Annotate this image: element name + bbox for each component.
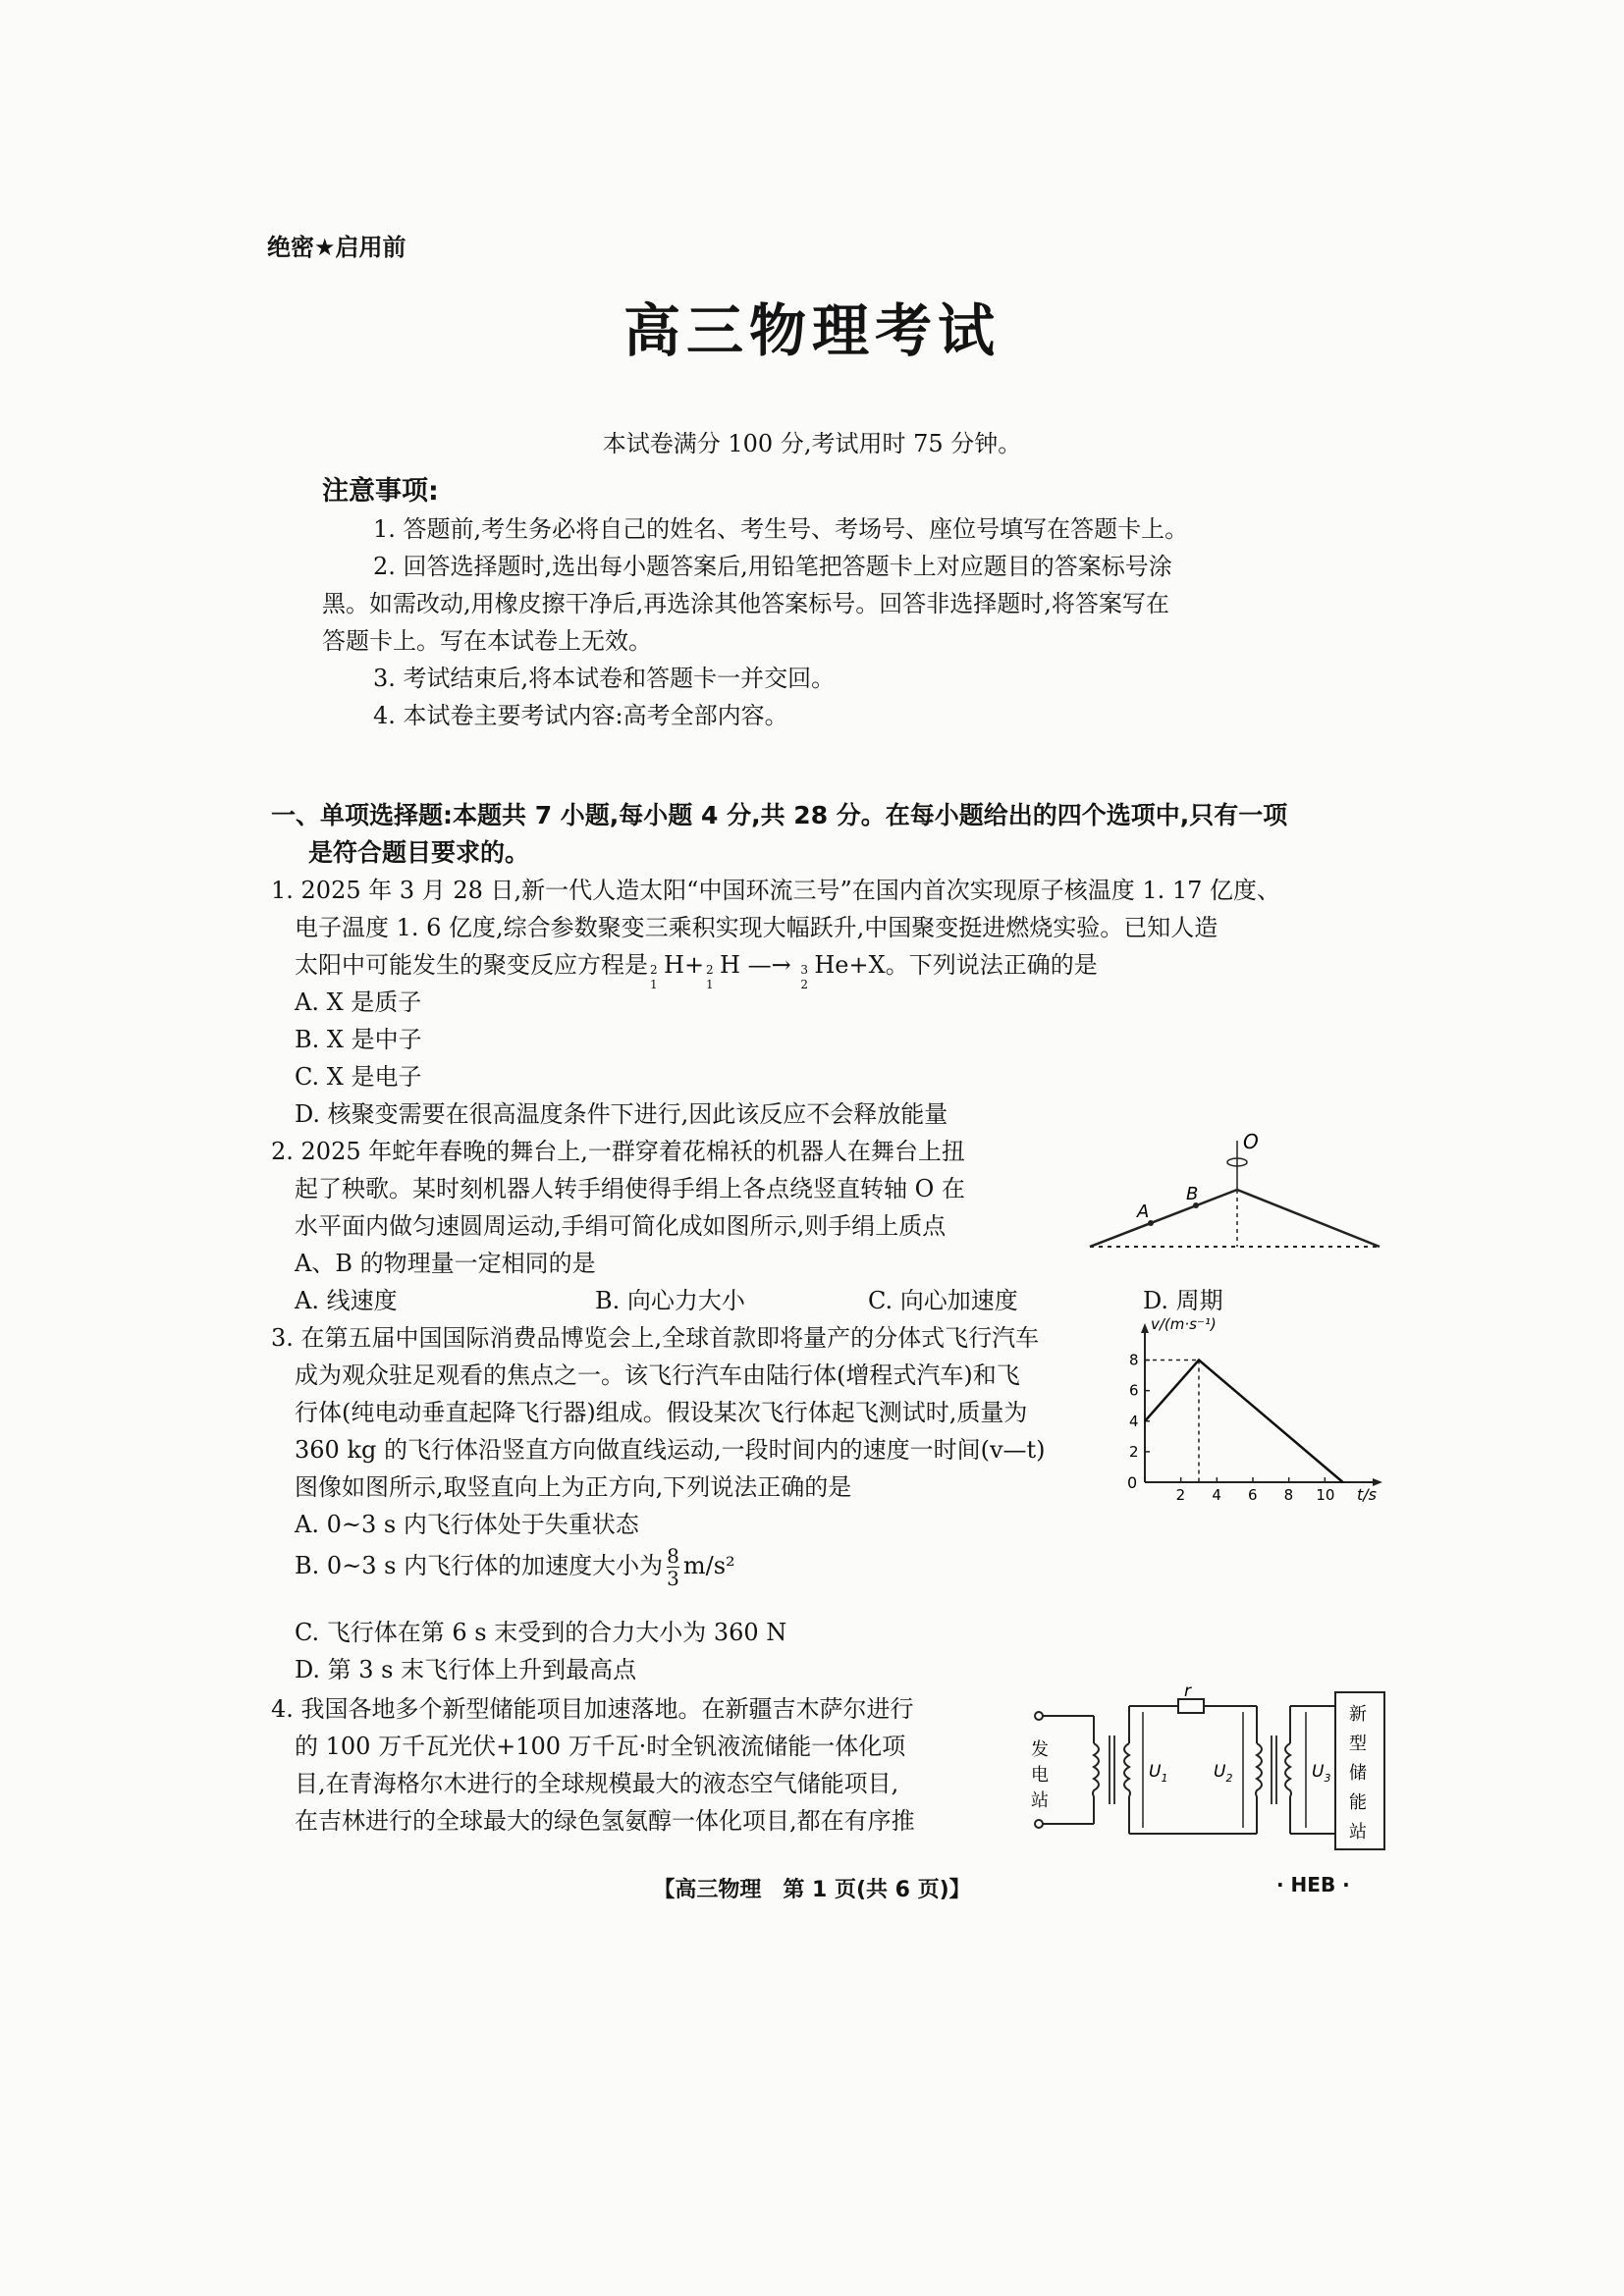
q1-line3-post: 。下列说法正确的是: [885, 951, 1098, 979]
q1-line2: 电子温度 1. 6 亿度,综合参数聚变三乘积实现大幅跃升,中国聚变挺进燃烧实验。已知人造: [295, 914, 1218, 941]
y-tick-label-4: 4: [1129, 1412, 1139, 1430]
q4-line2: 的 100 万千瓦光伏+100 万千瓦·时全钒液流储能一体化项: [295, 1733, 906, 1760]
y-axis-arrow: [1141, 1323, 1149, 1333]
label-r: r: [1184, 1686, 1191, 1701]
section-1-heading-line1: 一、单项选择题:本题共 7 小题,每小题 4 分,共 28 分。在每小题给出的四个选项中,只有一项: [271, 801, 1288, 829]
graph-origin: 0: [1127, 1473, 1138, 1492]
graph-xlabel: t/s: [1357, 1485, 1377, 1502]
right-label-5: 站: [1349, 1822, 1367, 1842]
isotope-2: 2 1: [706, 962, 714, 991]
q4-line3: 目,在青海格尔木进行的全球规模最大的液态空气储能项目,: [295, 1770, 899, 1797]
eq-arrow: —→: [747, 951, 791, 979]
q1-option-c: C. X 是电子: [295, 1063, 422, 1091]
q3-line5: 图像如图所示,取竖直向上为正方向,下列说法正确的是: [295, 1473, 852, 1501]
x-tick-label-10: 10: [1316, 1486, 1335, 1502]
data-point-2: [1342, 1481, 1344, 1483]
x-tick-label-2: 2: [1175, 1486, 1186, 1502]
page-footer: 【高三物理 第 1 页(共 6 页)】: [653, 1878, 971, 1902]
label-a: A: [1137, 1201, 1150, 1222]
q3-line2: 成为观众驻足观看的焦点之一。该飞行汽车由陆行体(增程式汽车)和飞: [295, 1362, 1020, 1389]
fraction-8-3: $\frac{8}{3}$: [667, 1544, 679, 1590]
label-u1: $U_1$: [1149, 1762, 1168, 1785]
section-1-heading: [271, 797, 1390, 872]
paper-code: · HEB ·: [1276, 1873, 1350, 1896]
eq-h1: H: [664, 951, 684, 979]
q1-line3: [295, 946, 1098, 991]
q1-line1: 1. 2025 年 3 月 28 日,新一代人造太阳“中国环流三号”在国内首次实现原子核温度 1. 17 亿度、: [271, 877, 1281, 904]
data-point-1: [1198, 1360, 1200, 1362]
q2-line4: A、B 的物理量一定相同的是: [295, 1250, 596, 1277]
q4-line4: 在吉林进行的全球最大的绿色氢氨醇一体化项目,都在有序推: [295, 1807, 915, 1835]
y-tick-label-8: 8: [1129, 1351, 1139, 1369]
left-label-3: 站: [1031, 1790, 1049, 1811]
vt-graph: [1117, 1315, 1392, 1502]
exam-info: 本试卷满分 100 分,考试用时 75 分钟。: [602, 430, 1022, 457]
q1-option-b: B. X 是中子: [295, 1026, 422, 1053]
q1-option-d: D. 核聚变需要在很高温度条件下进行,因此该反应不会释放能量: [295, 1100, 948, 1128]
page-title: 高三物理考试: [623, 297, 1001, 364]
q1-option-a: A. X 是质子: [295, 988, 422, 1016]
note-3: 3. 考试结束后,将本试卷和答题卡一并交回。: [373, 665, 836, 692]
eq-h2: H: [720, 951, 740, 979]
q2-line3: 水平面内做匀速圆周运动,手绢可简化成如图所示,则手绢上质点: [295, 1212, 947, 1240]
q3-option-c: C. 飞行体在第 6 s 末受到的合力大小为 360 N: [295, 1619, 787, 1646]
eq-plus: +: [683, 951, 705, 979]
note-1: 1. 答题前,考生务必将自己的姓名、考生号、考场号、座位号填写在答题卡上。: [373, 515, 1189, 543]
q2-line2: 起了秧歌。某时刻机器人转手绢使得手绢上各点绕竖直转轴 O 在: [295, 1175, 965, 1202]
graph-ylabel: v/(m·s⁻¹): [1151, 1315, 1217, 1333]
isotope-1: 2 1: [650, 962, 658, 991]
x-tick-label-6: 6: [1248, 1486, 1258, 1502]
right-label-1: 新: [1349, 1704, 1367, 1725]
circuit-diagram: [1021, 1686, 1392, 1855]
label-b: B: [1186, 1184, 1199, 1204]
label-u2: $U_2$: [1214, 1762, 1233, 1785]
velocity-series-line: [1145, 1361, 1343, 1482]
y-tick-label-2: 2: [1129, 1442, 1139, 1461]
note-2: 2. 回答选择题时,选出每小题答案后,用铅笔把答题卡上对应题目的答案标号涂: [373, 553, 1172, 580]
label-o: O: [1243, 1130, 1259, 1153]
notes-title: 注意事项:: [322, 476, 439, 507]
q3-line1: 3. 在第五届中国国际消费品博览会上,全球首款即将量产的分体式飞行汽车: [271, 1324, 1040, 1352]
handkerchief-figure: [1080, 1129, 1394, 1266]
note-4: 4. 本试卷主要考试内容:高考全部内容。: [373, 702, 788, 729]
q1-line3-pre: 太阳中可能发生的聚变反应方程是: [295, 951, 648, 979]
right-label-4: 能: [1349, 1792, 1367, 1813]
q4-line1: 4. 我国各地多个新型储能项目加速落地。在新疆吉木萨尔进行: [271, 1695, 914, 1723]
right-label-2: 型: [1349, 1734, 1367, 1754]
confidential-label: 绝密★启用前: [267, 234, 406, 261]
isotope-3: 3 2: [800, 962, 809, 991]
q3-option-b-text: B. 0~3 s 内飞行体的加速度大小为: [295, 1552, 664, 1579]
q3-option-b-unit: m/s²: [682, 1552, 735, 1579]
q3-option-d: D. 第 3 s 末飞行体上升到最高点: [295, 1656, 637, 1683]
note-2-cont: 黑。如需改动,用橡皮擦干净后,再选涂其他答案标号。回答非选择题时,将答案写在: [322, 590, 1169, 617]
q2-option-c: C. 向心加速度: [868, 1287, 1018, 1314]
data-point-0: [1144, 1420, 1146, 1422]
q2-option-b: B. 向心力大小: [595, 1287, 745, 1314]
section-1-heading-line2: 是符合题目要求的。: [308, 838, 530, 867]
right-label-3: 储: [1349, 1763, 1367, 1784]
y-tick-label-6: 6: [1129, 1381, 1139, 1400]
q2-option-a: A. 线速度: [295, 1287, 398, 1314]
left-label-2: 电: [1031, 1765, 1049, 1786]
q2-line1: 2. 2025 年蛇年春晚的舞台上,一群穿着花棉袄的机器人在舞台上扭: [271, 1138, 965, 1165]
q3-option-a: A. 0~3 s 内飞行体处于失重状态: [295, 1511, 639, 1538]
q3-line3: 行体(纯电动垂直起降飞行器)组成。假设某次飞行体起飞测试时,质量为: [295, 1399, 1028, 1426]
q3-option-b: [295, 1545, 735, 1589]
eq-he: He+X: [814, 951, 886, 979]
left-label-1: 发: [1031, 1739, 1049, 1760]
note-2-cont-2: 答题卡上。写在本试卷上无效。: [322, 627, 652, 655]
q2-option-d: D. 周期: [1143, 1287, 1223, 1314]
q3-line4: 360 kg 的飞行体沿竖直方向做直线运动,一段时间内的速度一时间(v—t): [295, 1436, 1046, 1464]
label-u3: $U_3$: [1312, 1762, 1331, 1785]
x-tick-label-4: 4: [1212, 1486, 1221, 1502]
x-tick-label-8: 8: [1283, 1486, 1294, 1502]
